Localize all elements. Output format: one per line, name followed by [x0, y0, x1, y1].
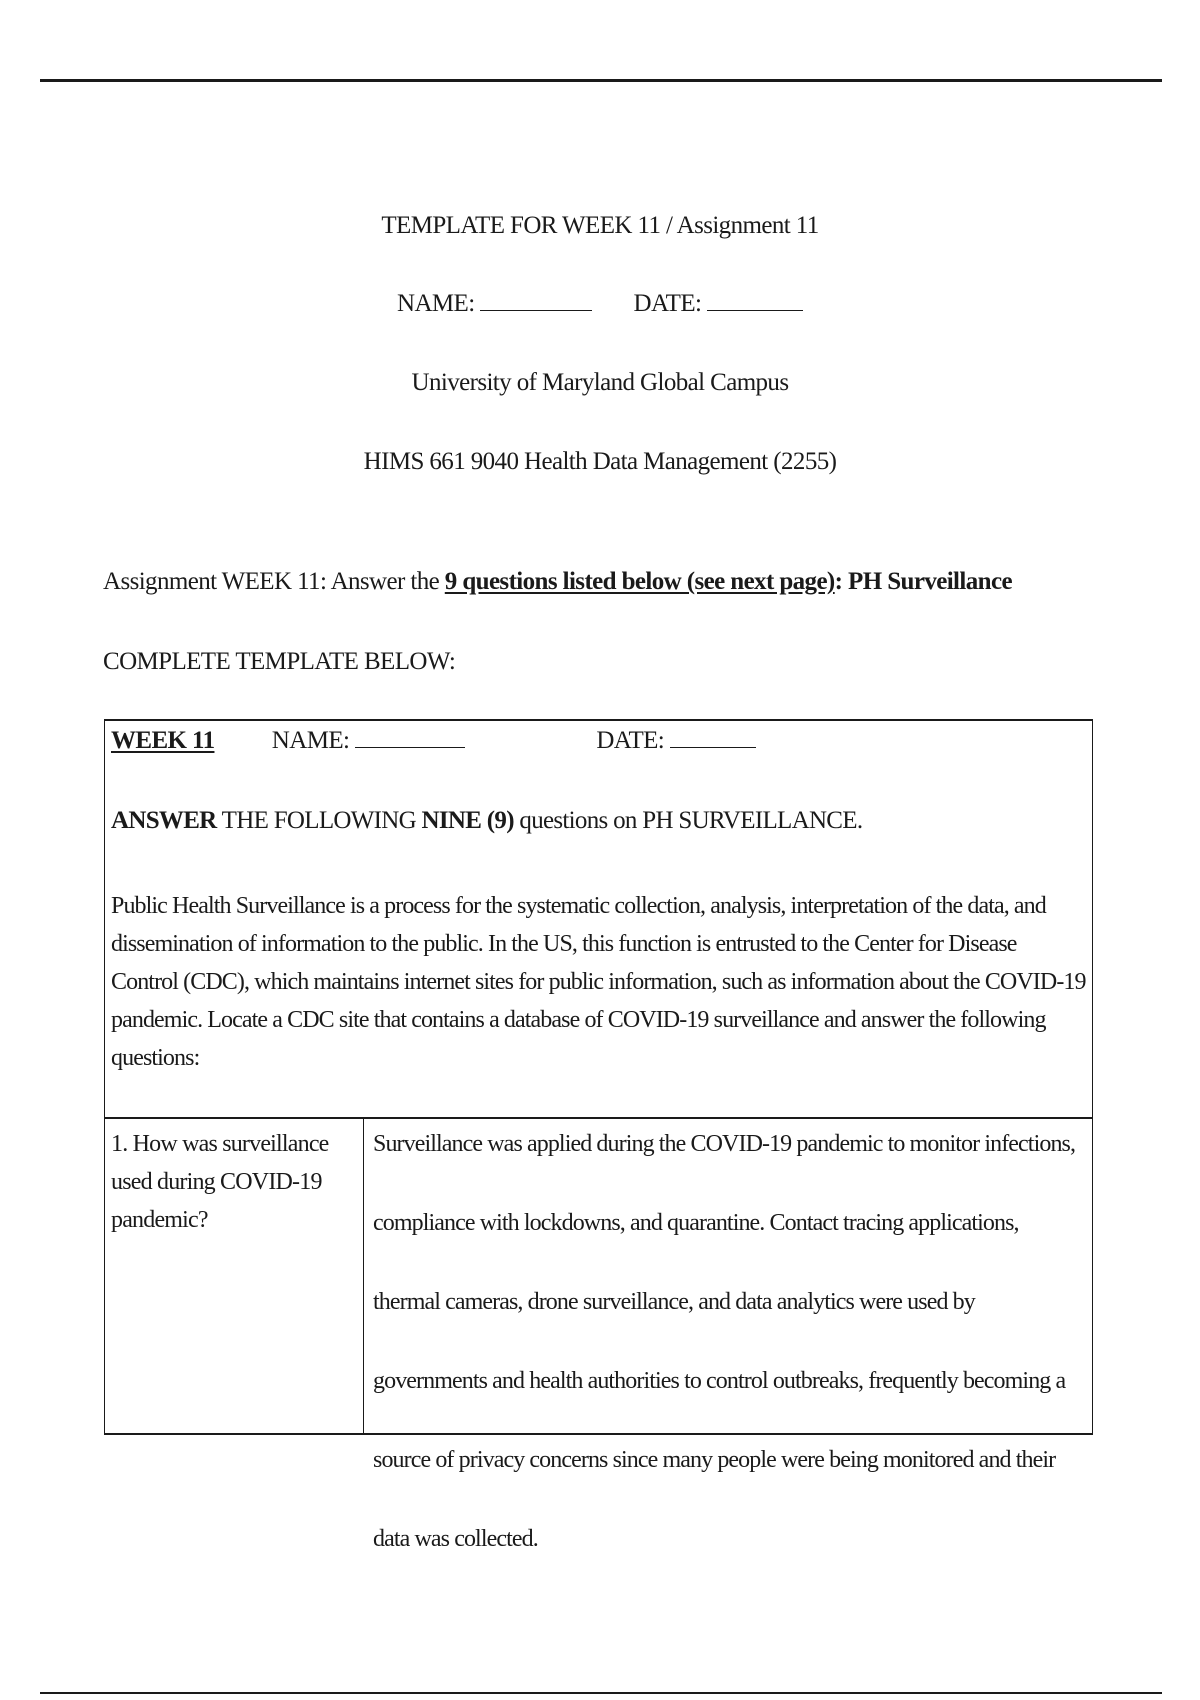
box-name-blank: [355, 746, 465, 748]
assignment-topic: : PH Surveillance: [834, 568, 1012, 595]
box-date-label: DATE:: [596, 727, 665, 754]
complete-template-label: COMPLETE TEMPLATE BELOW:: [103, 648, 456, 675]
assignment-questions-link: 9 questions listed below (see next page): [444, 568, 835, 595]
answer-mid: THE FOLLOWING: [216, 807, 422, 834]
bottom-rule: [40, 1692, 1162, 1694]
box-name-label: NAME:: [271, 727, 350, 754]
column-divider: [363, 1119, 364, 1433]
university-name: University of Maryland Global Campus: [411, 369, 789, 396]
template-intro-box: [104, 719, 1093, 1118]
date-blank: [707, 309, 803, 311]
answer-count: NINE (9): [421, 807, 514, 834]
date-label: DATE:: [633, 290, 702, 317]
name-blank: [480, 309, 592, 311]
box-date-blank: [670, 746, 756, 748]
document-title: TEMPLATE FOR WEEK 11 / Assignment 11: [381, 212, 819, 239]
answer-word: ANSWER: [111, 807, 217, 834]
week-label: WEEK 11: [111, 727, 215, 754]
assignment-line: [103, 568, 1012, 596]
answer-instruction: [111, 807, 862, 835]
name-date-line: [0, 290, 1200, 318]
week-line: [111, 727, 756, 755]
assignment-prefix: Assignment WEEK 11: Answer the: [103, 568, 445, 595]
answer-end: questions on PH SURVEILLANCE.: [513, 807, 863, 834]
name-label: NAME:: [396, 290, 475, 317]
question-text: 1. How was surveillance used during COVID-19 pandemic?: [111, 1131, 329, 1233]
surveillance-paragraph: Public Health Surveillance is a process for the systematic collection, analysis, interpretation of the data, and dissemination of information to the public. In the US, this function is entrusted to the Center for Disease Control (CDC), which maintains internet sites for public information, such as information about the COVID-19 pandemic. Locate a CDC site that contains a database of COVID-19 surveillance and answer the following questions:: [111, 893, 1086, 1071]
question-row: [104, 1117, 1093, 1552]
top-rule: [40, 79, 1162, 82]
course-name: HIMS 661 9040 Health Data Management (2255): [363, 448, 837, 475]
answer-text: Surveillance was applied during the COVID-19 pandemic to monitor infections, compliance with lockdowns, and quarantine. Contact tracing applications, thermal cameras, drone surveillance, and data analytics were used by governments and health authorities to control outbreaks, frequently becoming a source of privacy concerns since many people were being monitored and their data was collected.: [373, 1131, 1076, 1552]
